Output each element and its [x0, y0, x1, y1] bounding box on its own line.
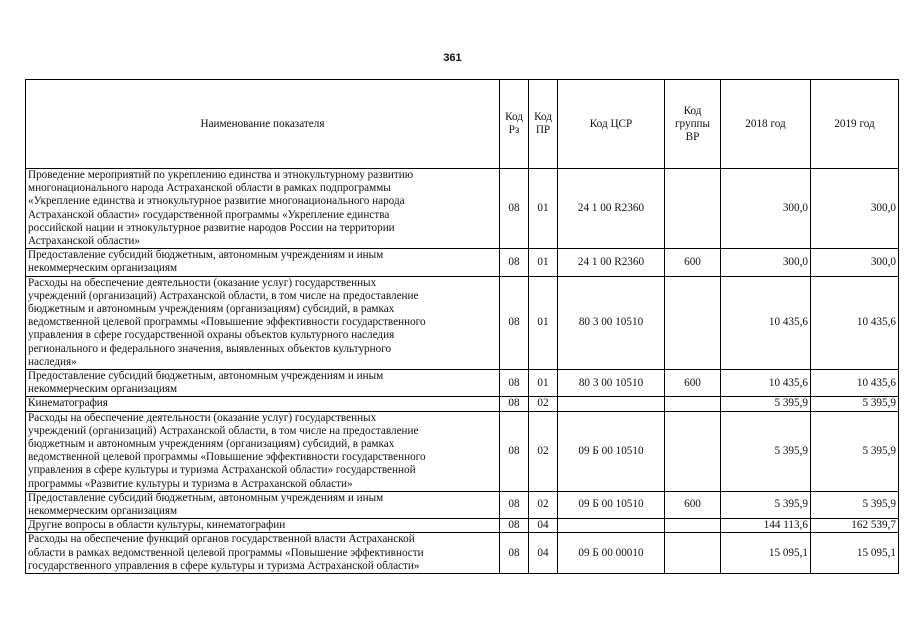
code-pr: 04 — [529, 533, 558, 574]
table-row — [26, 397, 899, 411]
indicator-name — [26, 491, 500, 518]
code-vr — [665, 519, 721, 533]
code-csr: 09 Б 00 10510 — [558, 491, 665, 518]
table-row — [26, 519, 899, 533]
indicator-name-line: Астраханской области» — [28, 235, 140, 248]
indicator-name-line: Другие вопросы в области культуры, кинематографии — [28, 519, 286, 532]
code-vr — [665, 276, 721, 369]
indicator-name-line: Расходы на обеспечение деятельности (оказание услуг) государственных — [28, 276, 377, 289]
code-pr: 01 — [529, 169, 558, 249]
code-rz: 08 — [500, 249, 529, 276]
code-csr: 24 1 00 R2360 — [558, 249, 665, 276]
code-rz: 08 — [500, 370, 529, 397]
indicator-name-line: области в рамках ведомственной целевой программы «Повышение эффективности — [28, 546, 424, 559]
code-csr — [558, 397, 665, 411]
table-row — [26, 169, 899, 249]
indicator-name — [26, 397, 500, 411]
code-pr: 02 — [529, 411, 558, 491]
code-rz: 08 — [500, 169, 529, 249]
code-rz: 08 — [500, 533, 529, 574]
code-rz: 08 — [500, 397, 529, 411]
code-pr: 01 — [529, 370, 558, 397]
amount-2019: 300,0 — [811, 249, 899, 276]
code-csr: 09 Б 00 10510 — [558, 411, 665, 491]
code-rz: 08 — [500, 491, 529, 518]
table-row — [26, 533, 899, 574]
page-number: 361 — [443, 52, 462, 64]
table-row — [26, 411, 899, 491]
indicator-name-line: «Укрепление единства и этнокультурное развитие многонационального народа — [28, 195, 405, 208]
amount-2018: 5 395,9 — [721, 397, 811, 411]
code-vr — [665, 533, 721, 574]
indicator-name-line: учреждений (организаций) Астраханской области, в том числе на предоставление — [28, 424, 419, 437]
indicator-name-line: некоммерческим организациям — [28, 383, 178, 396]
header-rz: Код Рз — [500, 80, 529, 169]
indicator-name — [26, 533, 500, 574]
header-name: Наименование показателя — [26, 80, 500, 169]
code-csr: 80 3 00 10510 — [558, 370, 665, 397]
indicator-name — [26, 249, 500, 276]
indicator-name — [26, 169, 500, 249]
code-vr: 600 — [665, 370, 721, 397]
header-pr: Код ПР — [529, 80, 558, 169]
header-2018: 2018 год — [721, 80, 811, 169]
indicator-name-line: программы «Развитие культуры и туризма в Астраханской области» — [28, 477, 353, 490]
indicator-name — [26, 276, 500, 369]
header-csr: Код ЦСР — [558, 80, 665, 169]
indicator-name — [26, 411, 500, 491]
amount-2018: 5 395,9 — [721, 491, 811, 518]
header-2019: 2019 год — [811, 80, 899, 169]
code-rz: 08 — [500, 276, 529, 369]
table-row — [26, 491, 899, 518]
indicator-name-line: Проведение мероприятий по укреплению единства и этнокультурному развитию — [28, 169, 414, 181]
code-pr: 02 — [529, 491, 558, 518]
indicator-name-line: Расходы на обеспечение функций органов государственной власти Астраханской — [28, 533, 415, 546]
indicator-name-line: некоммерческим организациям — [28, 505, 178, 518]
code-vr — [665, 397, 721, 411]
header-vr: Код группы ВР — [665, 80, 721, 169]
code-csr: 24 1 00 R2360 — [558, 169, 665, 249]
indicator-name-line: Кинематография — [28, 397, 108, 410]
amount-2018: 144 113,6 — [721, 519, 811, 533]
code-vr — [665, 411, 721, 491]
code-pr: 01 — [529, 249, 558, 276]
amount-2018: 5 395,9 — [721, 411, 811, 491]
indicator-name-line: многонационального народа Астраханской области в рамках подпрограммы — [28, 182, 391, 195]
code-pr: 01 — [529, 276, 558, 369]
table-row — [26, 249, 899, 276]
indicator-name-line: наследия» — [28, 355, 77, 368]
indicator-name-line: некоммерческим организациям — [28, 262, 178, 275]
indicator-name-line: бюджетным и автономным учреждениям (организациям) субсидий, в рамках — [28, 438, 395, 451]
indicator-name-line: управления в сфере культуры и туризма Астраханской области» государственной — [28, 464, 416, 477]
indicator-name-line: российской нации и этнокультурное развитие народов России на территории — [28, 221, 395, 234]
code-pr: 04 — [529, 519, 558, 533]
amount-2019: 15 095,1 — [811, 533, 899, 574]
code-pr: 02 — [529, 397, 558, 411]
indicator-name-line: управления в сфере государственной охраны объектов культурного наследия — [28, 329, 395, 342]
indicator-name — [26, 370, 500, 397]
indicator-name-line: Предоставление субсидий бюджетным, автономным учреждениям и иным — [28, 491, 384, 504]
indicator-name-line: учреждений (организаций) Астраханской области, в том числе на предоставление — [28, 289, 419, 302]
amount-2019: 10 435,6 — [811, 276, 899, 369]
indicator-name-line: государственного управления в сфере культуры и туризма Астраханской области» — [28, 559, 420, 572]
amount-2019: 162 539,7 — [811, 519, 899, 533]
indicator-name-line: регионального и федерального значения, выявленных объектов культурного — [28, 342, 392, 355]
indicator-name-line: Расходы на обеспечение деятельности (оказание услуг) государственных — [28, 411, 377, 424]
amount-2019: 10 435,6 — [811, 370, 899, 397]
code-vr: 600 — [665, 491, 721, 518]
amount-2019: 300,0 — [811, 169, 899, 249]
amount-2019: 5 395,9 — [811, 491, 899, 518]
budget-table — [25, 79, 899, 574]
indicator-name-line: Предоставление субсидий бюджетным, автономным учреждениям и иным — [28, 249, 384, 262]
indicator-name-line: Астраханской области» государственной программы «Укрепление единства — [28, 208, 390, 221]
code-rz: 08 — [500, 519, 529, 533]
amount-2018: 10 435,6 — [721, 276, 811, 369]
indicator-name-line: ведомственной целевой программы «Повышение эффективности государственного — [28, 316, 426, 329]
code-rz: 08 — [500, 411, 529, 491]
amount-2018: 10 435,6 — [721, 370, 811, 397]
code-vr: 600 — [665, 249, 721, 276]
code-csr: 09 Б 00 00010 — [558, 533, 665, 574]
amount-2018: 300,0 — [721, 249, 811, 276]
code-csr — [558, 519, 665, 533]
table-row — [26, 370, 899, 397]
indicator-name — [26, 519, 500, 533]
code-csr: 80 3 00 10510 — [558, 276, 665, 369]
table-row — [26, 276, 899, 369]
amount-2019: 5 395,9 — [811, 411, 899, 491]
amount-2018: 15 095,1 — [721, 533, 811, 574]
indicator-name-line: Предоставление субсидий бюджетным, автономным учреждениям и иным — [28, 370, 384, 383]
code-vr — [665, 169, 721, 249]
indicator-name-line: ведомственной целевой программы «Повышение эффективности государственного — [28, 451, 426, 464]
header-row — [26, 80, 899, 169]
indicator-name-line: бюджетным и автономным учреждениям (организациям) субсидий, в рамках — [28, 303, 395, 316]
amount-2018: 300,0 — [721, 169, 811, 249]
amount-2019: 5 395,9 — [811, 397, 899, 411]
